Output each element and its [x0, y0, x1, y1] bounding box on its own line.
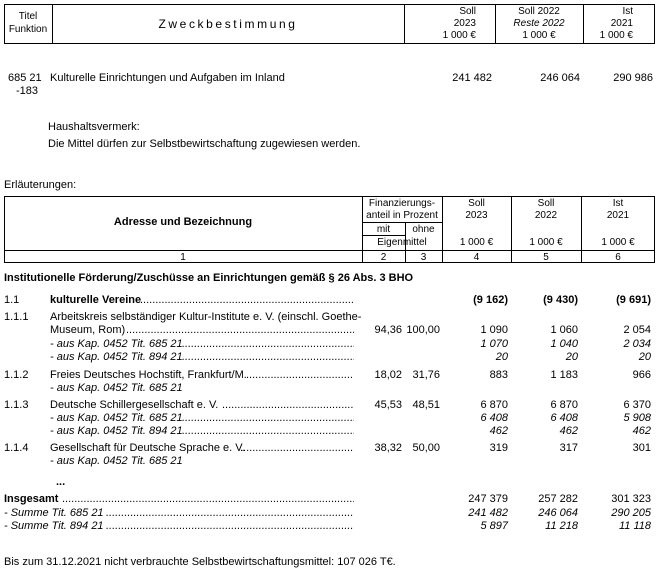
- vermerk-text: Die Mittel dürfen zur Selbstbewirtschaftung zugewiesen werden.: [48, 138, 361, 150]
- row-1-1-num: 1.1: [4, 294, 20, 306]
- titel-number: 685 21: [8, 72, 42, 84]
- ellipsis: ...: [56, 476, 66, 488]
- row-1-1-3-v2: 6 870: [550, 399, 578, 411]
- row-1-1-1-a-text: - aus Kap. 0452 Tit. 685 21: [50, 338, 183, 350]
- row-1-1-1-v3: 2 054: [623, 324, 651, 336]
- col-ist2021-l2: 2021: [606, 210, 630, 221]
- row-1-1-2-mit: 18,02: [374, 369, 402, 381]
- row-1-1-4-v1: 319: [489, 442, 508, 454]
- row-1-1-3-ohne: 48,51: [412, 399, 440, 411]
- col-num-2: 2: [380, 252, 387, 263]
- titel-ist2021: 290 986: [613, 72, 653, 84]
- header-soll2023-l3: 1 000 €: [442, 30, 476, 41]
- header-zweckbestimmung: Zweckbestimmung: [158, 17, 298, 31]
- col-ohne-header: ohne: [412, 224, 435, 235]
- row-1-1-4-text: Gesellschaft für Deutsche Sprache e. V.: [50, 442, 245, 454]
- row-1-1-2-num: 1.1.2: [4, 369, 29, 381]
- row-1-1-3-a-v1: 6 408: [480, 412, 508, 424]
- header-soll2023-l2: 2023: [453, 18, 476, 29]
- row-1-1-1-a-v3: 2 034: [623, 338, 651, 350]
- row-1-1-1-b-v2: 20: [565, 351, 578, 363]
- col-ist2021-l1: Ist: [612, 198, 624, 209]
- row-1-1-3-a-text: - aus Kap. 0452 Tit. 685 21: [50, 412, 183, 424]
- row-1-1-4-num: 1.1.4: [4, 442, 29, 454]
- header-titel: Titel: [18, 11, 38, 22]
- row-1-1-text: kulturelle Vereine: [50, 294, 142, 306]
- col-ist2021-l3: 1 000 €: [601, 237, 635, 248]
- col-num-4: 4: [473, 252, 480, 263]
- row-1-1-4-mit: 38,32: [374, 442, 402, 454]
- insgesamt-label: Insgesamt: [4, 493, 59, 505]
- funktion-number: -183: [16, 85, 39, 97]
- col-num-6: 6: [615, 252, 621, 263]
- header-reste2022: Reste 2022: [513, 18, 565, 29]
- header-soll2022-l3: 1 000 €: [522, 30, 556, 41]
- col-num-5: 5: [543, 252, 549, 263]
- summe-685-label: - Summe Tit. 685 21: [4, 507, 104, 519]
- row-1-1-2-v2: 1 183: [550, 369, 578, 381]
- summe-685-v1: 241 482: [468, 507, 508, 519]
- row-1-1-1-ohne: 100,00: [406, 324, 440, 336]
- col-eigenmittel-header: Eigenmittel: [377, 237, 427, 248]
- summe-894-v2: 11 218: [545, 520, 578, 532]
- row-1-1-3-mit: 45,53: [374, 399, 402, 411]
- row-1-1-v2: (9 430): [543, 294, 578, 306]
- col-adresse-header: Adresse und Bezeichnung: [113, 216, 253, 228]
- insgesamt-v2: 257 282: [538, 493, 578, 505]
- row-1-1-3-b-v2: 462: [559, 425, 578, 437]
- row-1-1-2-v3: 966: [632, 369, 651, 381]
- header-soll2023-l1: Soll: [459, 6, 476, 17]
- insgesamt-v3: 301 323: [611, 493, 651, 505]
- col-finanz-header-l2: anteil in Prozent: [366, 210, 438, 221]
- row-1-1-3-a-v3: 5 908: [623, 412, 651, 424]
- titel-text: Kulturelle Einrichtungen und Aufgaben im Inland: [50, 72, 285, 84]
- row-1-1-1-b-v3: 20: [638, 351, 651, 363]
- row-1-1-4-a-text: - aus Kap. 0452 Tit. 685 21: [50, 455, 183, 467]
- col-num-1: 1: [180, 252, 186, 263]
- col-soll2022-l1: Soll: [537, 198, 555, 209]
- summe-685-v3: 290 205: [611, 507, 651, 519]
- row-1-1-1-b-v1: 20: [495, 351, 508, 363]
- col-soll2022-l2: 2022: [534, 210, 558, 221]
- summe-685-v2: 246 064: [538, 507, 578, 519]
- row-1-1-1-v1: 1 090: [480, 324, 508, 336]
- row-1-1-v3: (9 691): [616, 294, 651, 306]
- row-1-1-3-num: 1.1.3: [4, 399, 29, 411]
- row-1-1-1-mit: 94,36: [374, 324, 402, 336]
- titel-soll2022: 246 064: [540, 72, 580, 84]
- footer-note: Bis zum 31.12.2021 nicht verbrauchte Selbstbewirtschaftungsmittel: 107 026 T€.: [4, 556, 396, 568]
- row-1-1-2-ohne: 31,76: [412, 369, 440, 381]
- row-1-1-1-a-v1: 1 070: [480, 338, 508, 350]
- row-1-1-3-v3: 6 370: [623, 399, 651, 411]
- col-num-3: 3: [420, 252, 427, 263]
- row-1-1-3-v1: 6 870: [480, 399, 508, 411]
- row-1-1-4-v3: 301: [632, 442, 651, 454]
- erlaeuterungen-label: Erläuterungen:: [4, 179, 77, 191]
- row-1-1-2-text: Freies Deutsches Hochstift, Frankfurt/M.: [50, 369, 247, 381]
- summe-894-label: - Summe Tit. 894 21: [4, 520, 104, 532]
- section-heading: Institutionelle Förderung/Zuschüsse an Einrichtungen gemäß § 26 Abs. 3 BHO: [4, 272, 414, 284]
- header-ist-l3: 1 000 €: [599, 30, 633, 41]
- row-1-1-4-ohne: 50,00: [412, 442, 440, 454]
- row-1-1-2-a-text: - aus Kap. 0452 Tit. 685 21: [50, 382, 183, 394]
- row-1-1-1-text2: Museum, Rom): [50, 324, 126, 336]
- col-soll2023-l1: Soll: [468, 198, 485, 209]
- row-1-1-3-a-v2: 6 408: [550, 412, 578, 424]
- header-soll2022-l1: Soll 2022: [518, 6, 560, 17]
- header-ist-l1: Ist: [622, 6, 633, 17]
- row-1-1-4-v2: 317: [559, 442, 578, 454]
- header-ist-l2: 2021: [610, 18, 633, 29]
- titel-soll2023: 241 482: [452, 72, 492, 84]
- row-1-1-v1: (9 162): [473, 294, 508, 306]
- summe-894-v3: 11 118: [618, 520, 651, 532]
- col-soll2023-l2: 2023: [465, 210, 488, 221]
- row-1-1-3-b-text: - aus Kap. 0452 Tit. 894 21: [50, 425, 183, 437]
- insgesamt-v1: 247 379: [468, 493, 508, 505]
- summe-894-v1: 5 897: [480, 520, 508, 532]
- row-1-1-1-b-text: - aus Kap. 0452 Tit. 894 21: [50, 351, 183, 363]
- col-mit-header: mit: [376, 224, 391, 235]
- col-soll2023-l3: 1 000 €: [459, 237, 494, 248]
- row-1-1-2-v1: 883: [489, 369, 508, 381]
- vermerk-heading: Haushaltsvermerk:: [48, 121, 140, 133]
- row-1-1-1-a-v2: 1 040: [550, 338, 578, 350]
- row-1-1-3-text: Deutsche Schillergesellschaft e. V.: [50, 399, 219, 411]
- row-1-1-3-b-v1: 462: [489, 425, 508, 437]
- row-1-1-1-num: 1.1.1: [4, 311, 29, 323]
- row-1-1-3-b-v3: 462: [632, 425, 651, 437]
- col-soll2022-l3: 1 000 €: [529, 237, 563, 248]
- header-funktion: Funktion: [8, 24, 48, 35]
- row-1-1-1-text1: Arbeitskreis selbständiger Kultur-Institute e. V. (einschl. Goethe-: [50, 311, 362, 323]
- row-1-1-1-v2: 1 060: [550, 324, 578, 336]
- col-finanz-header-l1: Finanzierungs-: [368, 198, 436, 209]
